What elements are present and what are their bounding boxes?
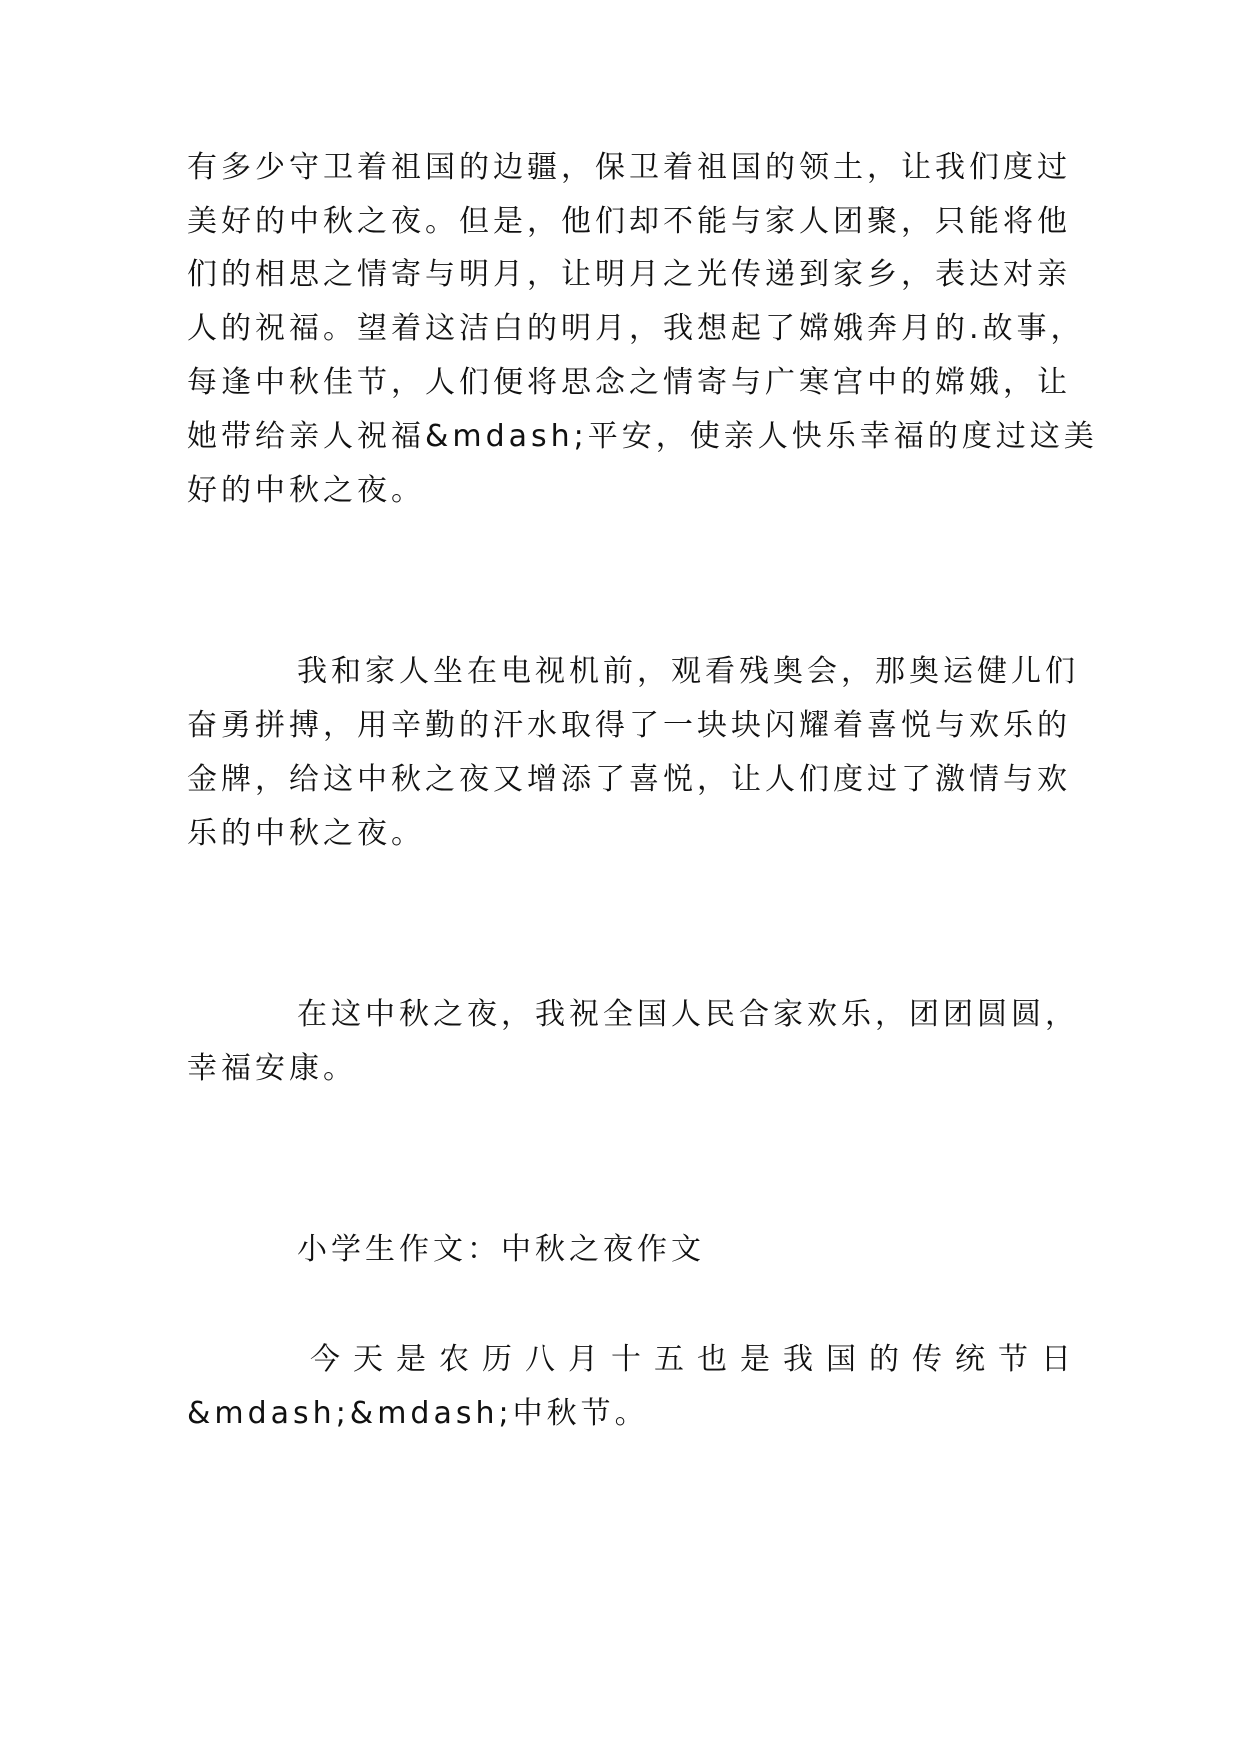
paragraph-line: 们的相思之情寄与明月，让明月之光传递到家乡，表达对亲 [187,257,1071,292]
paragraph-line: 金牌，给这中秋之夜又增添了喜悦，让人们度过了激情与欢 [187,762,1071,797]
paragraph-line: 她带给亲人祝福&mdash;平安，使亲人快乐幸福的度过这美 [187,419,1098,454]
paragraph-line: 今天是农历八月十五也是我国的传统节日 [310,1342,1084,1377]
paragraph-line: 乐的中秋之夜。 [187,816,425,851]
paragraph-line: 人的祝福。望着这洁白的明月，我想起了嫦娥奔月的.故事， [187,311,1085,346]
paragraph-line: 每逢中秋佳节，人们便将思念之情寄与广寒宫中的嫦娥，让 [187,365,1071,400]
paragraph-line: 好的中秋之夜。 [187,473,425,508]
paragraph-line: 幸福安康。 [187,1051,357,1086]
essay-heading: 小学生作文：中秋之夜作文 [297,1232,705,1267]
paragraph-line: 我和家人坐在电视机前，观看残奥会，那奥运健儿们 [297,654,1079,689]
paragraph-line: 奋勇拼搏，用辛勤的汗水取得了一块块闪耀着喜悦与欢乐的 [187,708,1071,743]
paragraph-line: 美好的中秋之夜。但是，他们却不能与家人团聚，只能将他 [187,204,1071,239]
paragraph-line: &mdash;&mdash;中秋节。 [187,1396,649,1431]
paragraph-line: 在这中秋之夜，我祝全国人民合家欢乐，团团圆圆， [297,997,1079,1032]
paragraph-line: 有多少守卫着祖国的边疆，保卫着祖国的领土，让我们度过 [187,150,1071,185]
